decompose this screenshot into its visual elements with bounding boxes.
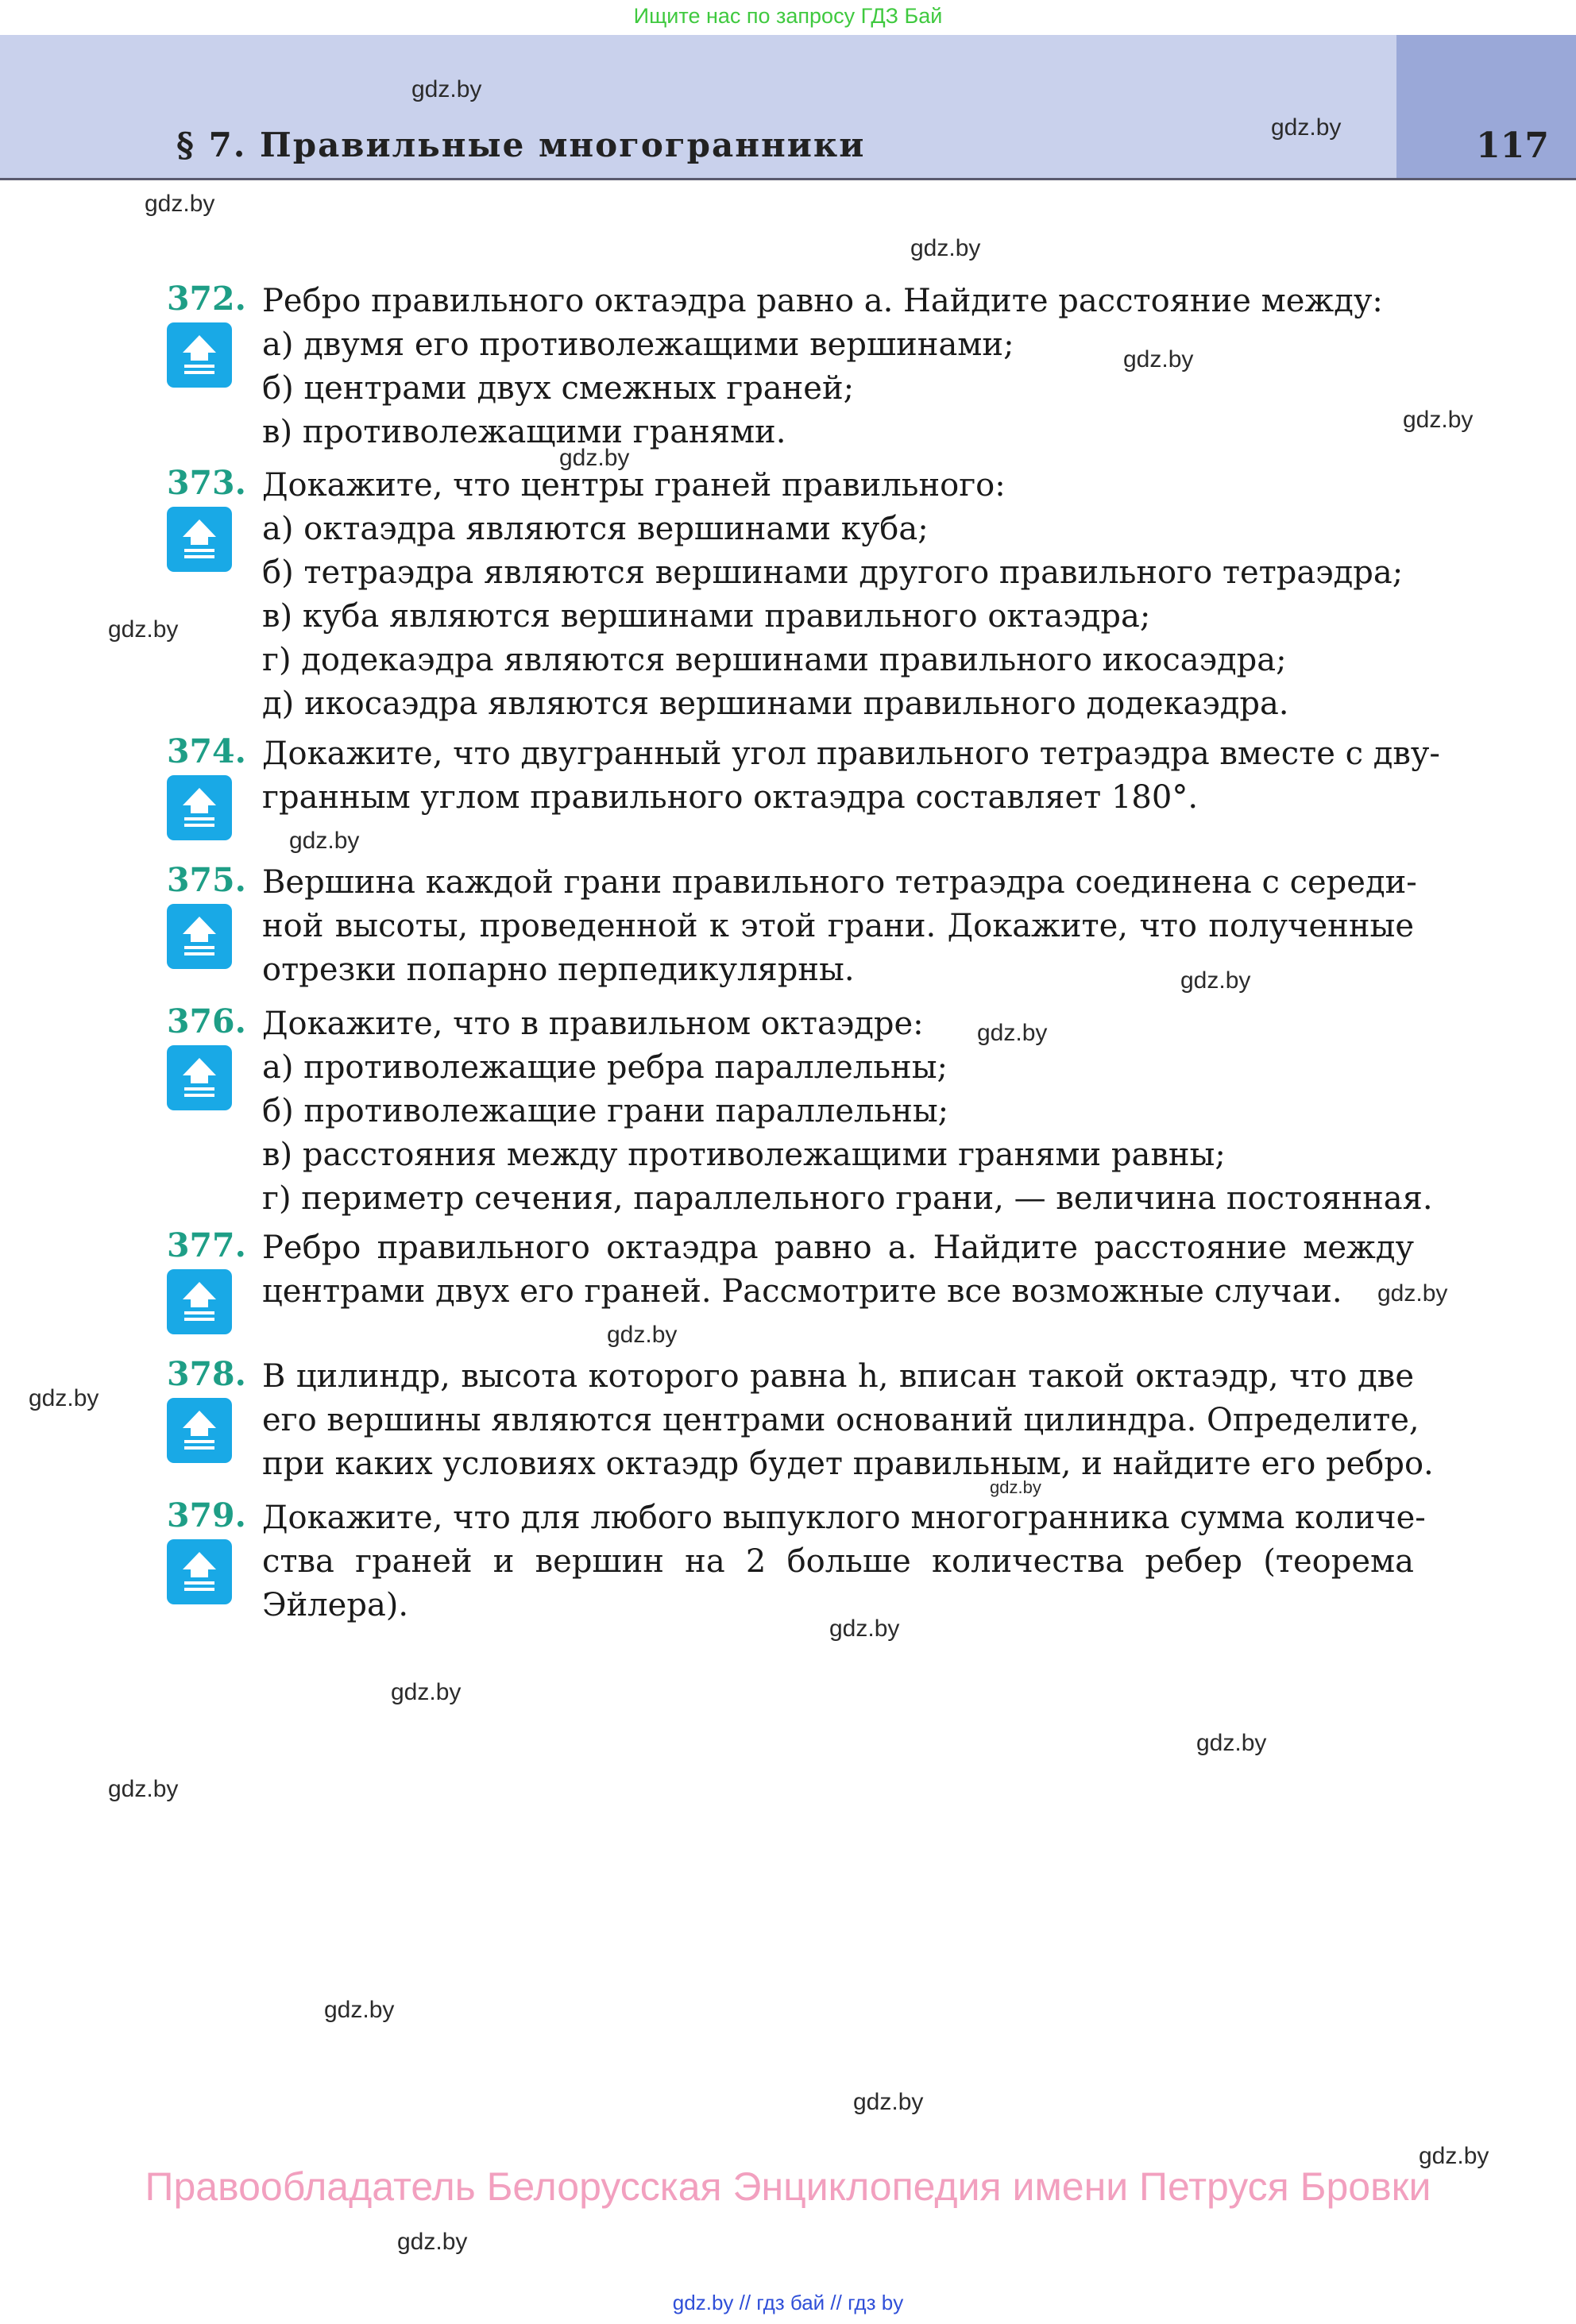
problem-line: его вершины являются центрами оснований цилиндра. Определите, xyxy=(262,1402,1420,1438)
watermark: gdz.by xyxy=(29,1385,99,1411)
arrow-up-icon[interactable] xyxy=(167,1539,232,1604)
problem-line: Докажите, что для любого выпуклого многогранника сумма количе- xyxy=(262,1500,1426,1536)
problem-line: а) октаэдра являются вершинами куба; xyxy=(262,511,929,547)
arrow-up-icon[interactable] xyxy=(167,507,232,572)
watermark: gdz.by xyxy=(108,616,179,643)
copyright-notice: Правообладатель Белорусская Энциклопедия имени Петруся Бровки xyxy=(145,2164,1431,2209)
watermark: gdz.by xyxy=(1196,1730,1267,1756)
watermark: gdz.by xyxy=(1123,346,1194,373)
problem-line: Эйлера). xyxy=(262,1587,409,1623)
problem-line: в) расстояния между противолежащими гранями равны; xyxy=(262,1137,1226,1173)
arrow-up-icon[interactable] xyxy=(167,1045,232,1110)
section-title: § 7. Правильные многогранники xyxy=(176,125,866,164)
problem-line: д) икосаэдра являются вершинами правильного додекаэдра. xyxy=(262,685,1289,722)
footer-links[interactable]: gdz.by // гдз бай // гдз by xyxy=(672,2291,904,2314)
problem-line: В цилиндр, высота которого равна h, вписан такой октаэдр, что две xyxy=(262,1358,1414,1395)
problem-number: 372. xyxy=(167,280,246,318)
watermark: gdz.by xyxy=(324,1997,395,2023)
watermark: gdz.by xyxy=(391,1679,462,1705)
header-divider xyxy=(0,178,1576,180)
top-banner: Ищите нас по запросу ГДЗ Бай xyxy=(633,4,943,28)
problem-line: Вершина каждой грани правильного тетраэдра соединена с середи- xyxy=(262,864,1417,901)
watermark: gdz.by xyxy=(1377,1280,1448,1307)
arrow-up-icon[interactable] xyxy=(167,322,232,388)
problem-line: ной высоты, проведенной к этой грани. Докажите, что полученные xyxy=(262,908,1414,944)
problem-line: Ребро правильного октаэдра равно a. Найдите расстояние между xyxy=(262,1230,1414,1266)
problem-text xyxy=(262,1355,1434,1486)
problem-number: 373. xyxy=(167,464,246,502)
problem-line: ства граней и вершин на 2 больше количества ребер (теорема xyxy=(262,1543,1414,1580)
watermark: gdz.by xyxy=(145,191,215,217)
problem-line: отрезки попарно перпедикулярны. xyxy=(262,952,855,988)
problem-line: Докажите, что центры граней правильного: xyxy=(262,467,1006,504)
problem-line: гранным углом правильного октаэдра составляет 180°. xyxy=(262,779,1199,816)
watermark: gdz.by xyxy=(607,1322,678,1348)
watermark: gdz.by xyxy=(411,76,482,102)
problem-line: в) куба являются вершинами правильного октаэдра; xyxy=(262,598,1151,635)
problem-text xyxy=(262,464,1414,726)
arrow-up-icon[interactable] xyxy=(167,1269,232,1334)
watermark: gdz.by xyxy=(1419,2143,1489,2169)
problem-line: в) противолежащими гранями. xyxy=(262,414,786,450)
problem-line: г) периметр сечения, параллельного грани, — величина постоянная. xyxy=(262,1180,1433,1217)
watermark: gdz.by xyxy=(977,1020,1048,1046)
problem-text xyxy=(262,1496,1426,1627)
problem-line: б) тетраэдра являются вершинами другого правильного тетраэдра; xyxy=(262,554,1404,591)
problem-line: г) додекаэдра являются вершинами правильного икосаэдра; xyxy=(262,642,1287,678)
watermark: gdz.by xyxy=(397,2229,468,2255)
problem-text xyxy=(262,280,1414,454)
arrow-up-icon[interactable] xyxy=(167,1398,232,1463)
watermark: gdz.by xyxy=(1180,967,1251,994)
problem-line: при каких условиях октаэдр будет правильным, и найдите его ребро. xyxy=(262,1446,1434,1482)
problem-number: 376. xyxy=(167,1002,246,1040)
problem-line: Ребро правильного октаэдра равно a. Найдите расстояние между: xyxy=(262,283,1383,319)
arrow-up-icon[interactable] xyxy=(167,775,232,840)
problem-number: 377. xyxy=(167,1226,246,1264)
watermark: gdz.by xyxy=(829,1616,900,1642)
problem-line: б) противолежащие грани параллельны; xyxy=(262,1093,949,1129)
problem-line: а) противолежащие ребра параллельны; xyxy=(262,1049,948,1086)
problem-line: Докажите, что двугранный угол правильного тетраэдра вместе с дву- xyxy=(262,735,1440,772)
problem-number: 375. xyxy=(167,861,246,899)
problem-line: а) двумя его противолежащими вершинами; xyxy=(262,326,1014,363)
problem-number: 374. xyxy=(167,732,246,770)
watermark: gdz.by xyxy=(1403,407,1474,433)
problem-line: центрами двух его граней. Рассмотрите все возможные случаи. xyxy=(262,1273,1342,1310)
watermark: gdz.by xyxy=(853,2089,924,2115)
problem-number: 379. xyxy=(167,1496,246,1535)
problem-text xyxy=(262,732,1440,820)
watermark: gdz.by xyxy=(1271,114,1342,141)
problem-line: б) центрами двух смежных граней; xyxy=(262,370,855,407)
problem-text xyxy=(262,1002,1433,1221)
watermark: gdz.by xyxy=(559,445,630,471)
watermark: gdz.by xyxy=(108,1776,179,1802)
page-number: 117 xyxy=(1476,125,1549,166)
watermark: gdz.by xyxy=(289,828,360,854)
arrow-up-icon[interactable] xyxy=(167,904,232,969)
watermark: gdz.by xyxy=(990,1477,1041,1497)
watermark: gdz.by xyxy=(910,235,981,261)
problem-number: 378. xyxy=(167,1355,246,1393)
problem-line: Докажите, что в правильном октаэдре: xyxy=(262,1006,924,1042)
problem-text xyxy=(262,1226,1414,1314)
